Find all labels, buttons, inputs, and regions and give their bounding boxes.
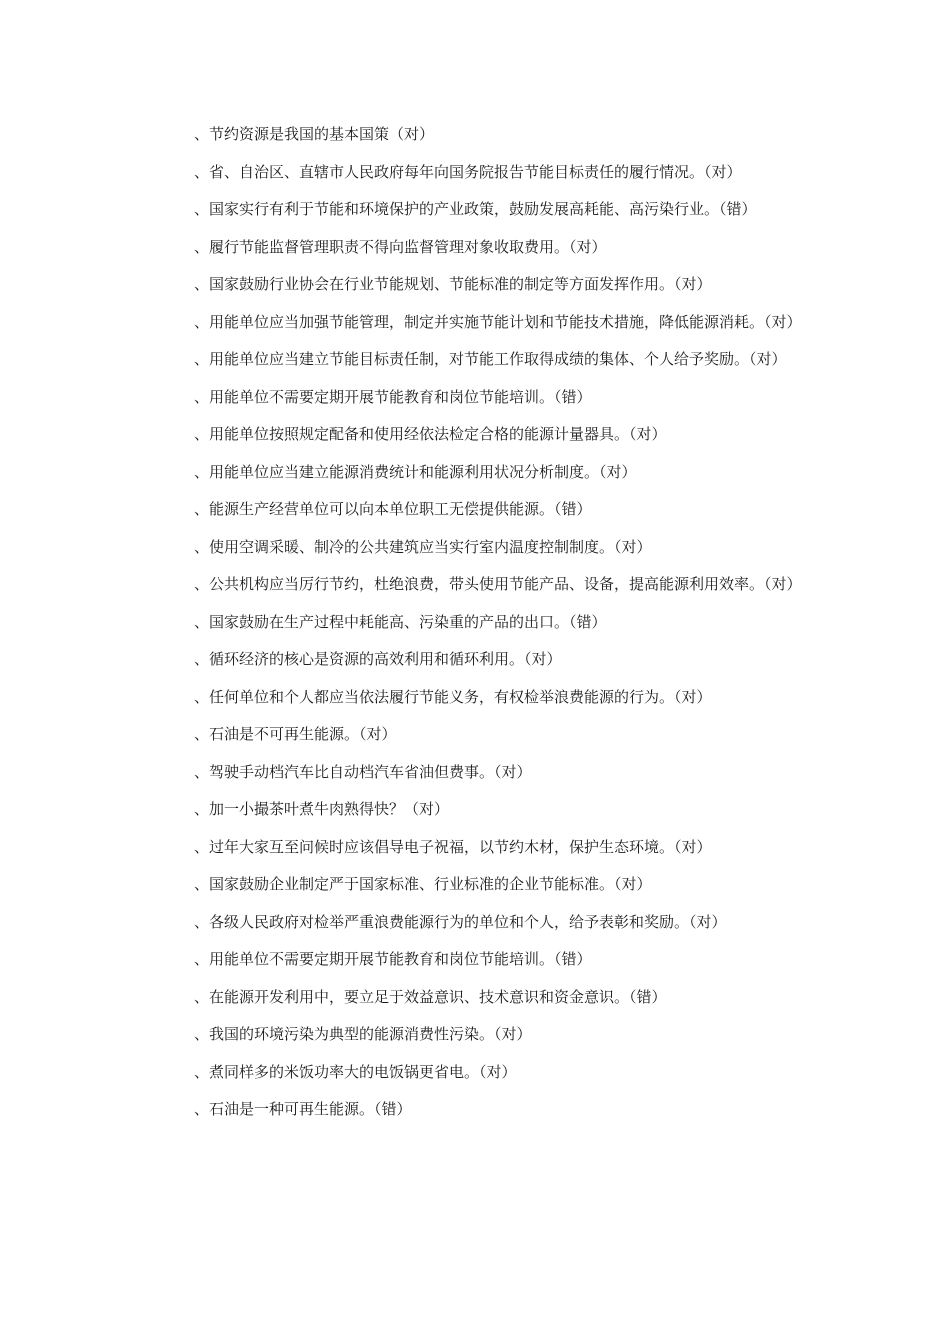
list-item: 、过年大家互至问候时应该倡导电子祝福，以节约木材，保护生态环境。（对） [194, 837, 712, 856]
list-item: 、能源生产经营单位可以向本单位职工无偿提供能源。（错） [194, 500, 592, 518]
list-item: 、用能单位应当加强节能管理，制定并实施节能计划和节能技术措施，降低能源消耗。（对） [194, 312, 802, 331]
list-item: 、用能单位应当建立能源消费统计和能源利用状况分析制度。（对） [194, 462, 637, 481]
list-item: 、用能单位应当建立节能目标责任制，对节能工作取得成绩的集体、个人给予奖励。（对） [194, 350, 787, 368]
list-item: 、国家鼓励在生产过程中耗能高、污染重的产品的出口。（错） [194, 612, 607, 631]
list-item: 、公共机构应当厉行节约，杜绝浪费，带头使用节能产品、设备，提高能源利用效率。（对） [194, 575, 802, 593]
list-item: 、用能单位按照规定配备和使用经依法检定合格的能源计量器具。（对） [194, 425, 667, 443]
list-item: 、石油是一种可再生能源。（错） [194, 1100, 412, 1118]
list-item: 、驾驶手动档汽车比自动档汽车省油但费事。（对） [194, 762, 532, 781]
list-item: 、履行节能监督管理职责不得向监督管理对象收取费用。（对） [194, 237, 607, 256]
list-item: 、循环经济的核心是资源的高效利用和循环利用。（对） [194, 650, 562, 668]
document-body [150, 116, 818, 1129]
list-item: 、节约资源是我国的基本国策（对） [194, 125, 435, 143]
list-item: 、国家鼓励行业协会在行业节能规划、节能标准的制定等方面发挥作用。（对） [194, 275, 712, 293]
list-item: 、任何单位和个人都应当依法履行节能义务，有权检举浪费能源的行为。（对） [194, 687, 712, 706]
list-item: 、煮同样多的米饭功率大的电饭锅更省电。（对） [194, 1062, 517, 1081]
list-item: 、省、自治区、直辖市人民政府每年向国务院报告节能目标责任的履行情况。（对） [194, 162, 742, 181]
list-item: 、石油是不可再生能源。（对） [194, 725, 397, 743]
list-item: 、用能单位不需要定期开展节能教育和岗位节能培训。（错） [194, 387, 592, 406]
list-item: 、在能源开发利用中，要立足于效益意识、技术意识和资金意识。（错） [194, 987, 667, 1006]
list-item: 、国家实行有利于节能和环境保护的产业政策，鼓励发展高耗能、高污染行业。（错） [194, 200, 757, 218]
list-item: 、各级人民政府对检举严重浪费能源行为的单位和个人，给予表彰和奖励。（对） [194, 912, 727, 931]
list-item: 、我国的环境污染为典型的能源消费性污染。（对） [194, 1025, 532, 1043]
list-item: 、用能单位不需要定期开展节能教育和岗位节能培训。（错） [194, 950, 592, 968]
list-item: 、加一小撮茶叶煮牛肉熟得快？（对） [194, 800, 450, 818]
list-item: 、使用空调采暖、制冷的公共建筑应当实行室内温度控制制度。（对） [194, 537, 652, 556]
list-item: 、国家鼓励企业制定严于国家标准、行业标准的企业节能标准。（对） [194, 875, 652, 893]
